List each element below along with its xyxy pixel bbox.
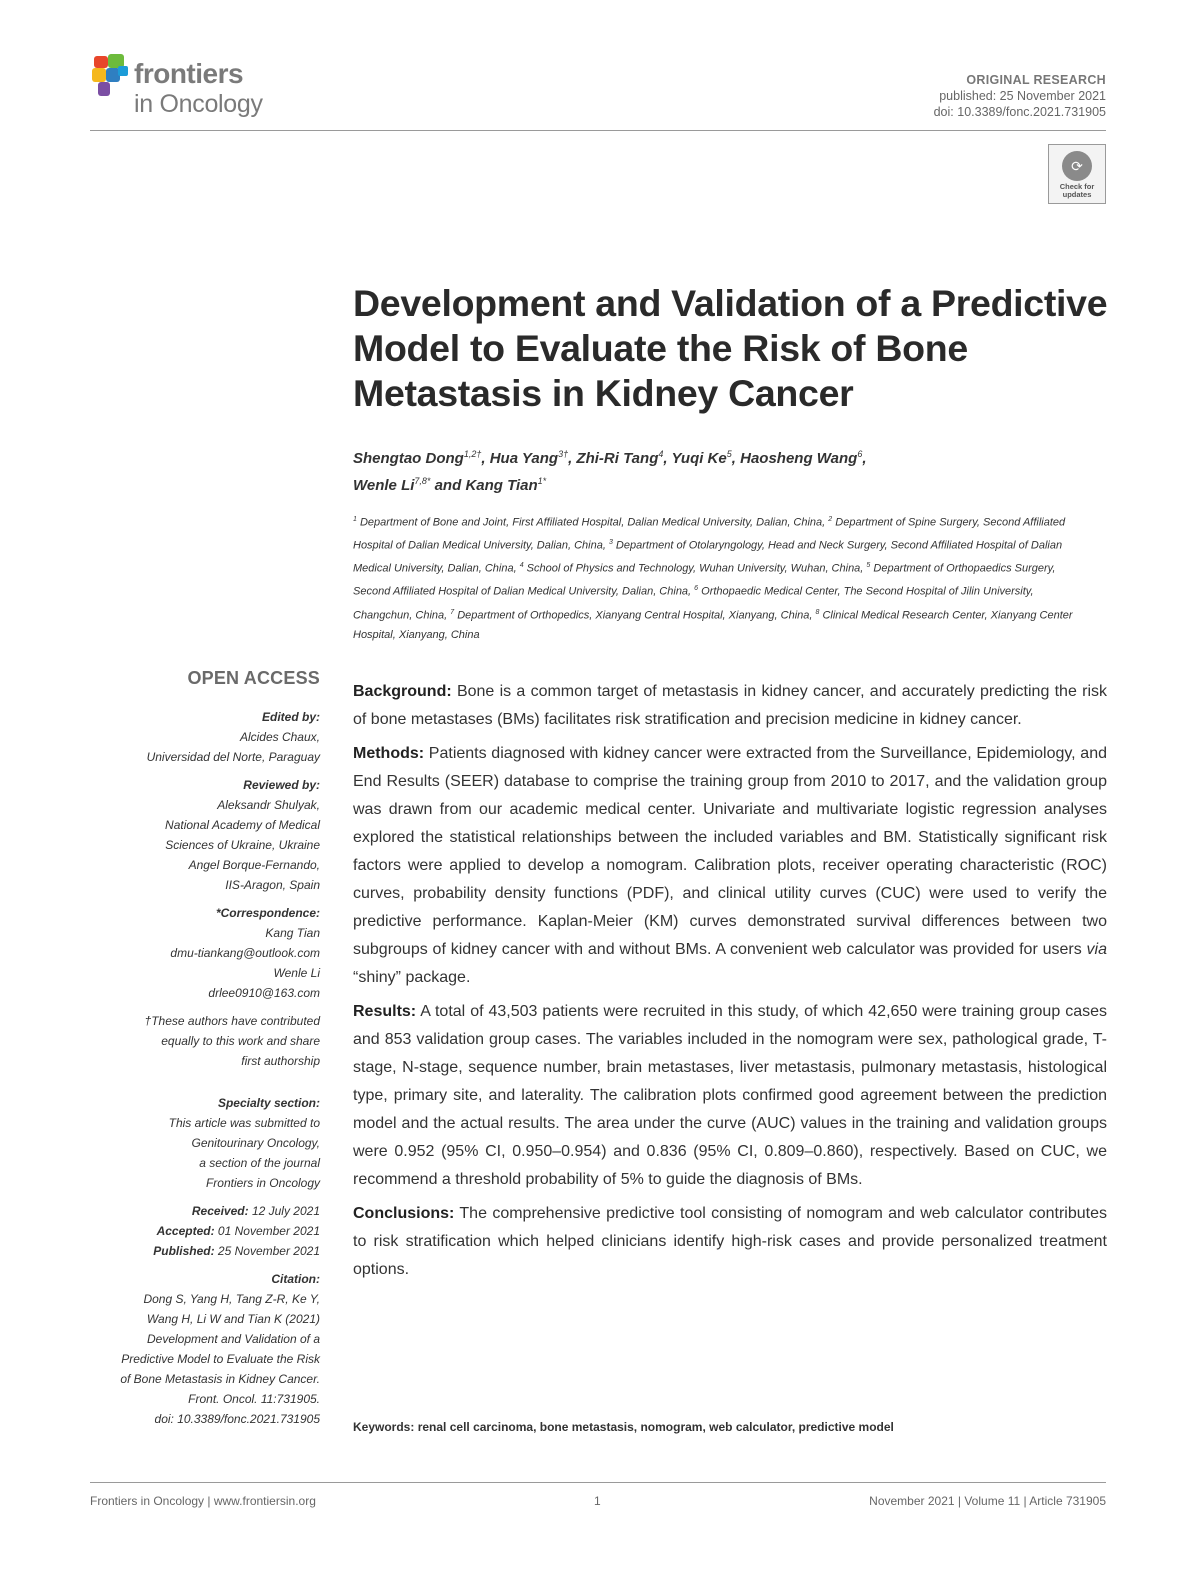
author-separator: , — [731, 450, 741, 467]
specialty-block — [90, 1093, 320, 1193]
correspondence-name: Kang Tian — [265, 926, 320, 940]
journal-logo[interactable] — [90, 52, 300, 128]
affiliation-text: School of Physics and Technology, Wuhan University, Wuhan, China, — [523, 562, 867, 575]
edited-by-line: Alcides Chaux, — [239, 730, 320, 744]
methods-heading: Methods: — [353, 745, 425, 762]
received-date — [90, 1201, 320, 1221]
logo-journal-text: in Oncology — [134, 90, 263, 118]
affiliation-text: Clinical Medical Research Center, Xianyang Center Hospital, Xianyang, China — [353, 609, 1073, 641]
reviewed-by-line: Sciences of Ukraine, Ukraine — [165, 838, 320, 852]
published-label: Published: — [153, 1244, 215, 1258]
author-separator: , — [481, 450, 490, 467]
abstract-methods — [353, 740, 1107, 992]
citation-block — [90, 1269, 320, 1429]
author-affiliation-sup: 5 — [726, 449, 732, 459]
keywords-value: renal cell carcinoma, bone metastasis, nomogram, web calculator, predictive model — [417, 1420, 894, 1434]
affiliation-number: 7 — [450, 608, 455, 616]
article-meta — [934, 72, 1106, 120]
affiliation-text: Department of Orthopaedics Surgery, Second Affiliated Hospital of Dalian Medical University, Dalian, China, — [353, 562, 1056, 599]
author-name[interactable]: Zhi-Ri Tang — [576, 450, 659, 467]
accepted-label: Accepted: — [156, 1224, 215, 1238]
received-label: Received: — [191, 1204, 249, 1218]
footer-issue: November 2021 | Volume 11 | Article 731905 — [869, 1494, 1106, 1508]
open-access-label: OPEN ACCESS — [187, 668, 320, 688]
reviewed-by-line: National Academy of Medical — [165, 818, 320, 832]
reviewed-by-line: Angel Borque-Fernando, — [188, 858, 320, 872]
citation-line: Predictive Model to Evaluate the Risk — [121, 1352, 320, 1366]
affiliation-text: Department of Otolaryngology, Head and Neck Surgery, Second Affiliated Hospital of Dalian Medical University, Dalian, China, — [353, 539, 1063, 575]
author-separator: and — [430, 477, 466, 494]
conclusions-heading: Conclusions: — [353, 1205, 455, 1222]
affiliations — [353, 510, 1083, 645]
accepted-date — [90, 1221, 320, 1241]
author-name[interactable]: Shengtao Dong — [353, 450, 464, 467]
affiliation-number: 6 — [694, 585, 699, 593]
published-date: published: 25 November 2021 — [939, 89, 1106, 103]
reviewed-by-line: IIS-Aragon, Spain — [225, 878, 320, 892]
received-value: 12 July 2021 — [251, 1204, 320, 1218]
logo-brand-text: frontiers — [134, 58, 244, 89]
specialty-line: a section of the journal — [199, 1156, 320, 1170]
author-name[interactable]: Haosheng Wang — [740, 450, 858, 467]
correspondence-name: Wenle Li — [273, 966, 320, 980]
specialty-line: Genitourinary Oncology, — [191, 1136, 320, 1150]
conclusions-text: The comprehensive predictive tool consisting of nomogram and web calculator contributes to risk stratification which helped clinicians identify high-risk cases and provide personalized treatment options. — [353, 1205, 1107, 1278]
author-affiliation-sup: 3† — [558, 449, 569, 459]
abstract-conclusions — [353, 1200, 1107, 1284]
reviewed-by-line: Aleksandr Shulyak, — [217, 798, 320, 812]
author-name[interactable]: Kang Tian — [465, 477, 538, 494]
author-affiliation-sup: 1,2† — [463, 449, 482, 459]
author-affiliation-sup: 4 — [658, 449, 664, 459]
contribution-line: first authorship — [241, 1054, 320, 1068]
citation-line: Dong S, Yang H, Tang Z-R, Ke Y, — [143, 1292, 320, 1306]
affiliation-number: 2 — [828, 516, 833, 523]
article-doi[interactable]: doi: 10.3389/fonc.2021.731905 — [933, 105, 1106, 119]
affiliation-text: Department of Orthopedics, Xianyang Central Hospital, Xianyang, China, — [454, 609, 816, 622]
affiliation-text: Orthopaedic Medical Center, The Second Hospital of Jilin University, Changchun, China, — [353, 586, 1034, 622]
author-affiliation-sup: 7,8* — [414, 476, 431, 486]
results-text: A total of 43,503 patients were recruited in this study, of which 42,650 were training group cases and 853 validation group cases. The variables included in the nomogram were sex, pathological grade, T-stage, N-stage, sequence number, brain metastases, liver metastasis, pulmonary metastasis, histological type, primary site, and laterality. The calibration plots confirmed good agreement between the prediction model and the actual results. The area under the curve (AUC) values in the training and validation groups were 0.952 (95% CI, 0.950–0.954) and 0.836 (95% CI, 0.809–0.860), respectively. Based on CUC, we recommend a threshold probability of 5% to guide the diagnosis of BMs. — [353, 1003, 1107, 1188]
specialty-line: Frontiers in Oncology — [205, 1176, 320, 1190]
affiliation-number: 3 — [608, 539, 613, 547]
keywords-label: Keywords: — [353, 1420, 415, 1434]
methods-text: Patients diagnosed with kidney cancer were extracted from the Surveillance, Epidemiology, and End Results (SEER) database to comprise the training group from 2010 to 2017, and the validation group was drawn from our academic medical center. Univariate and multivariate logistic regression analyses explored the statistical relationships between the included variables and BM. Statistically significant risk factors were applied to develop a nomogram. Calibration plots, receiver operating characteristic (ROC) curves, probability density functions (PDF), and clinical utility curves (CUC) were used to verify the predictive performance. Kaplan-Meier (KM) curves demonstrated survival differences between two subgroups of kidney cancer with and without BMs. A convenient web calculator was provided for users — [353, 745, 1107, 958]
citation-line: Front. Oncol. 11:731905. — [188, 1392, 320, 1406]
footer-divider — [90, 1482, 1106, 1483]
footer-journal[interactable]: Frontiers in Oncology | www.frontiersin.org — [90, 1494, 316, 1508]
correspondence-email[interactable]: dmu-tiankang@outlook.com — [170, 946, 320, 960]
check-for-updates-button[interactable] — [1048, 144, 1106, 204]
frontiers-logo-icon — [90, 52, 134, 102]
affiliation-number: 8 — [815, 608, 820, 616]
citation-line: Development and Validation of a — [146, 1332, 320, 1346]
reviewed-by-label: Reviewed by: — [243, 778, 320, 792]
correspondence-label: *Correspondence: — [215, 906, 320, 920]
citation-line: of Bone Metastasis in Kidney Cancer. — [120, 1372, 320, 1386]
edited-by-label: Edited by: — [261, 710, 320, 724]
citation-label: Citation: — [271, 1272, 320, 1286]
contribution-line: †These authors have contributed — [144, 1014, 320, 1028]
check-updates-label: Check for updates — [1059, 182, 1095, 199]
author-list — [353, 443, 1073, 497]
methods-via: via — [1086, 941, 1107, 958]
published-sidebar-date — [90, 1241, 320, 1261]
page-number: 1 — [594, 1494, 601, 1508]
specialty-label: Specialty section: — [217, 1096, 320, 1110]
contribution-note — [90, 1011, 320, 1071]
citation-doi[interactable]: doi: 10.3389/fonc.2021.731905 — [154, 1412, 320, 1426]
abstract-background — [353, 678, 1107, 734]
correspondence-email[interactable]: drlee0910@163.com — [208, 986, 320, 1000]
abstract-results — [353, 998, 1107, 1194]
accepted-value: 01 November 2021 — [217, 1224, 320, 1238]
article-type: ORIGINAL RESEARCH — [966, 73, 1106, 87]
citation-line: Wang H, Li W and Tian K (2021) — [146, 1312, 320, 1326]
author-affiliation-sup: 1* — [537, 476, 547, 486]
affiliation-text: Department of Bone and Joint, First Affiliated Hospital, Dalian Medical University, Dalian, China, — [356, 516, 829, 529]
check-updates-icon: ⟳ — [1062, 151, 1092, 181]
author-name[interactable]: Hua Yang — [489, 450, 559, 467]
methods-text-end: “shiny” package. — [353, 969, 471, 986]
edited-by-line: Universidad del Norte, Paraguay — [146, 750, 320, 764]
results-heading: Results: — [353, 1003, 417, 1020]
author-separator: , — [568, 450, 577, 467]
abstract — [353, 678, 1107, 1290]
author-name[interactable]: Wenle Li — [353, 477, 415, 494]
published-value: 25 November 2021 — [217, 1244, 320, 1258]
affiliation-number: 4 — [519, 562, 524, 570]
article-title: Development and Validation of a Predictive Model to Evaluate the Risk of Bone Metastasis in Kidney Cancer — [353, 282, 1108, 414]
affiliation-number: 1 — [353, 516, 357, 523]
background-heading: Background: — [353, 683, 452, 700]
author-name[interactable]: Yuqi Ke — [671, 450, 727, 467]
dates-block — [90, 1201, 320, 1261]
sidebar — [90, 668, 320, 1437]
affiliation-number: 5 — [866, 562, 871, 570]
correspondence-block — [90, 903, 320, 1003]
contribution-line: equally to this work and share — [161, 1034, 320, 1048]
background-text: Bone is a common target of metastasis in kidney cancer, and accurately predicting the risk of bone metastases (BMs) facilitates risk stratification and precision medicine in kidney cancer. — [353, 683, 1107, 728]
reviewed-by-block — [90, 775, 320, 895]
specialty-line: This article was submitted to — [168, 1116, 320, 1130]
edited-by-block — [90, 707, 320, 767]
keywords — [353, 1420, 1107, 1434]
author-affiliation-sup: 6 — [857, 449, 863, 459]
header-divider — [90, 130, 1106, 131]
author-separator: , — [862, 450, 867, 467]
author-separator: , — [663, 450, 672, 467]
affiliation-text: Department of Spine Surgery, Second Affiliated Hospital of Dalian Medical University, Dalian, China, — [353, 516, 1066, 552]
